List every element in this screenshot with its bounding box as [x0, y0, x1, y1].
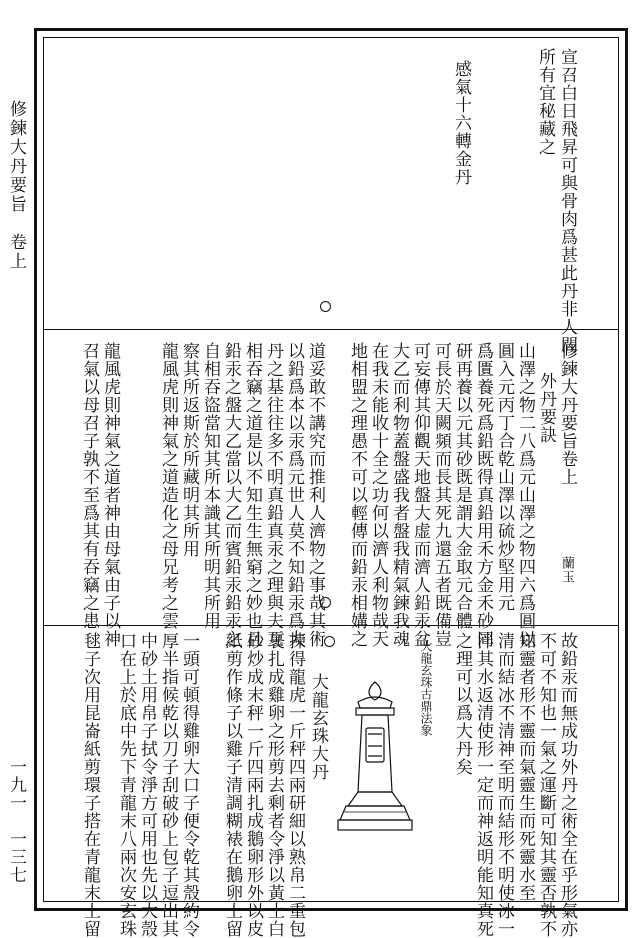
- panel-divider-top: [44, 329, 618, 330]
- text-column: 毬子次用昆崙紙剪環子搭在青龍末上留: [80, 632, 100, 938]
- text-column: 泮其水返清使形一定而神返明能知真死: [473, 632, 493, 938]
- text-column: 所有宜秘藏之: [535, 48, 555, 156]
- text-column: 知靈者形不靈而氣靈生而死靈水至: [515, 632, 535, 902]
- chapter-title: 修鍊大丹要旨卷上: [557, 342, 577, 486]
- text-column: 厚半指候乾以刀子刮破砂上包子逗出其: [158, 632, 178, 938]
- text-column: 研再養以元其砂既是謂大金取元合體: [452, 342, 472, 630]
- text-column: 宣召白日飛昇可與骨肉爲甚此丹非人間: [557, 48, 577, 354]
- text-column: 可長於天闕頻而長其死九還五者既備豈: [431, 342, 451, 648]
- text-column: 察其所返斯於所藏明其所用: [179, 342, 199, 558]
- text-column: 以鉛爲本以汞爲元世人莫不知鉛汞爲大: [284, 342, 304, 648]
- text-column: 不可不知也一氣之運斷可知其靈否孰不: [536, 632, 556, 938]
- text-column: 地相盟之理愚不可以輕傳而鉛汞相媾之: [347, 342, 367, 648]
- text-column: 召氣以母召子孰不至爲其有吞竊之患: [79, 342, 99, 630]
- text-column: 故鉛汞而無成功外丹之術全在乎形氣亦: [557, 632, 577, 938]
- text-column: 丹之基往往多不明真鉛真汞之理與夫互: [263, 342, 283, 648]
- text-column: 大乙而利物蓋盤盛我者盤我精氣鍊我魂: [389, 342, 409, 648]
- text-column: 龍風虎則神氣之道者神由母氣由子以神: [100, 342, 120, 648]
- text-column: 道妥敢不講究而推利人濟物之事哉其術: [305, 342, 325, 648]
- ancient-tripod-vessel-illustration: [332, 680, 418, 832]
- text-column: 口在上於底中先下青龍末八兩次安玄珠: [116, 632, 136, 938]
- text-column: 可妄傳其仰觀天地盤大虚而濟人鉛汞盆: [410, 342, 430, 648]
- page-circle-mark: [324, 636, 335, 647]
- figure-caption: 大龍玄珠古鼎法象: [419, 640, 433, 736]
- text-column: 在我未能收十全之功何以濟人利物哉天: [368, 342, 388, 648]
- text-column: 自相吞盜當知其所本識其所明其所用: [200, 342, 220, 630]
- text-column: 龍風虎則神氣之道造化之母兄考之雲: [158, 342, 178, 630]
- text-column: 一頭可頓得雞卵大口子便令乾其殼約令: [179, 632, 199, 938]
- text-column: 爲匱養死爲鉛既得真鉛用禾方金禾砂同: [473, 342, 493, 648]
- text-column: 裹扎成雞卵之形剪去剩者令淨以黃土白: [264, 632, 284, 938]
- text-column: 之理可以爲大丹矣: [452, 632, 472, 776]
- text-column: 相吞竊之道是以不知生生無窮之妙也且: [242, 342, 262, 648]
- text-column: 鉛汞之盤大乙當以大乙而賓鉛汞鉛汞之: [221, 342, 241, 648]
- page-number-margin: 一九一 一三七: [6, 758, 26, 884]
- text-column: 中砂土用帛子拭令淨方可用也先以大殼: [137, 632, 157, 938]
- book-title-margin: 修鍊大丹要旨 卷上: [6, 100, 26, 271]
- text-column: 砂炒成末秤一斤四兩扎成鵝卵形外以皮: [243, 632, 263, 938]
- page-circle-mark: [320, 597, 331, 608]
- text-column: 圓入元丙丁合乾山澤以硫炒堅用元: [494, 342, 514, 612]
- collector-seal-mark: 蘭玉: [559, 556, 574, 584]
- text-column: 清而結冰不清神至明而結形不明使冰一: [494, 632, 514, 938]
- section-title: 大龍玄珠大丹: [308, 673, 328, 781]
- section-heading: 外丹要訣: [536, 372, 556, 444]
- text-column: 紙剪作條子以雞子清調糊裱在鵝卵上留: [222, 632, 242, 938]
- page-circle-mark: [320, 301, 331, 312]
- text-column: 揀得龍虎一斤秤四兩研細以熟帛二重包: [285, 632, 305, 938]
- text-column: 山澤之物二八爲元山澤之物四六爲圓以: [515, 342, 535, 648]
- text-column: 感氣十六轉金丹: [451, 60, 471, 186]
